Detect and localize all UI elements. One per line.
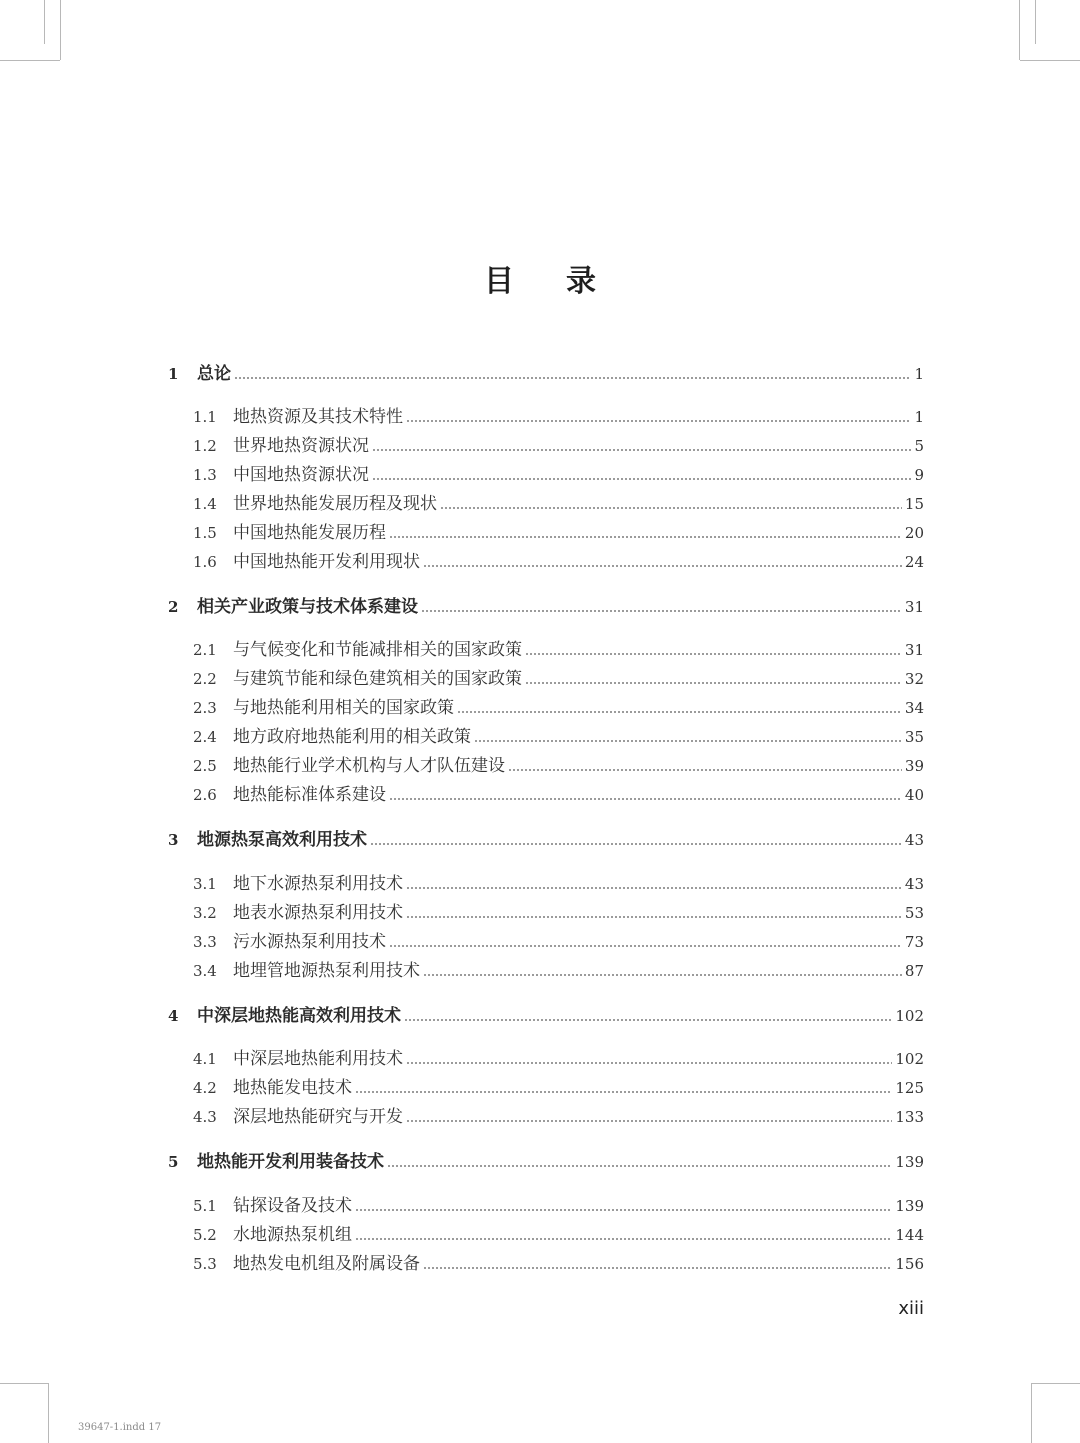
- page-number: 5: [914, 437, 924, 455]
- section-number: 4.2: [193, 1079, 217, 1097]
- leader-dots: [406, 1062, 892, 1064]
- crop-mark-top-right-v2: [1035, 0, 1036, 44]
- leader-dots: [457, 711, 902, 713]
- chapter-title: 地热能开发利用装备技术: [197, 1152, 384, 1172]
- leader-dots: [389, 798, 902, 800]
- chapter-number: 5: [168, 1153, 179, 1171]
- page-title-char-2: 录: [566, 264, 596, 299]
- page-number: 87: [904, 962, 924, 980]
- section-number: 2.6: [193, 786, 217, 804]
- leader-dots: [404, 1019, 892, 1021]
- section-title: 地下水源热泵利用技术: [233, 874, 403, 894]
- leader-dots: [508, 769, 902, 771]
- page-number: 1: [914, 365, 924, 383]
- chapter-number: 3: [168, 831, 179, 849]
- leader-dots: [387, 1165, 892, 1167]
- page-number: 1: [914, 408, 924, 426]
- leader-dots: [406, 887, 902, 889]
- toc-section-5-3[interactable]: [193, 1251, 924, 1277]
- crop-mark-bottom-left-v: [48, 1383, 49, 1443]
- section-title: 地热能行业学术机构与人才队伍建设: [233, 756, 505, 776]
- page-number: 24: [904, 553, 924, 571]
- toc-section-3-2[interactable]: [193, 900, 924, 926]
- page-number: 73: [904, 933, 924, 951]
- toc-section-3-4[interactable]: [193, 958, 924, 984]
- page-number: 139: [895, 1153, 924, 1171]
- toc-section-1-5[interactable]: [193, 520, 924, 546]
- section-number: 5.2: [193, 1226, 217, 1244]
- leader-dots: [372, 478, 911, 480]
- page-number: 139: [895, 1197, 924, 1215]
- section-title: 地埋管地源热泵利用技术: [233, 961, 420, 981]
- toc-chapter-3[interactable]: [168, 827, 924, 853]
- section-title: 中国地热能开发利用现状: [233, 552, 420, 572]
- leader-dots: [389, 945, 902, 947]
- toc-section-3-1[interactable]: [193, 871, 924, 897]
- page-number: 35: [904, 728, 924, 746]
- toc-section-1-3[interactable]: [193, 462, 924, 488]
- section-title: 深层地热能研究与开发: [233, 1107, 403, 1127]
- crop-mark-top-left-h: [0, 60, 60, 61]
- section-number: 4.3: [193, 1108, 217, 1126]
- section-title: 中国地热资源状况: [233, 465, 369, 485]
- section-title: 地热资源及其技术特性: [233, 407, 403, 427]
- leader-dots: [370, 843, 902, 845]
- leader-dots: [421, 610, 902, 612]
- section-number: 2.1: [193, 641, 217, 659]
- toc-section-2-6[interactable]: [193, 782, 924, 808]
- section-number: 5.1: [193, 1197, 217, 1215]
- section-title: 世界地热能发展历程及现状: [233, 494, 437, 514]
- toc-section-4-2[interactable]: [193, 1075, 924, 1101]
- page-number: 102: [895, 1007, 924, 1025]
- crop-mark-bottom-right-v: [1031, 1383, 1032, 1443]
- chapter-number: 2: [168, 598, 179, 616]
- chapter-title: 相关产业政策与技术体系建设: [197, 597, 418, 617]
- print-slug: 39647-1.indd 17: [78, 1422, 162, 1433]
- chapter-title: 地源热泵高效利用技术: [197, 830, 367, 850]
- page-number: 40: [904, 786, 924, 804]
- leader-dots: [525, 653, 902, 655]
- leader-dots: [474, 740, 902, 742]
- section-number: 4.1: [193, 1050, 217, 1068]
- leader-dots: [406, 420, 911, 422]
- section-number: 1.1: [193, 408, 217, 426]
- toc-section-2-5[interactable]: [193, 753, 924, 779]
- toc-section-2-4[interactable]: [193, 724, 924, 750]
- crop-mark-bottom-right-h: [1032, 1383, 1080, 1384]
- crop-mark-top-right-v: [1019, 0, 1020, 60]
- chapter-title: 总论: [197, 364, 231, 384]
- section-title: 地热能标准体系建设: [233, 785, 386, 805]
- folio-page-number: xiii: [898, 1298, 924, 1319]
- page-number: 31: [904, 641, 924, 659]
- toc-chapter-1[interactable]: [168, 361, 924, 387]
- crop-mark-top-left-v: [60, 0, 61, 60]
- chapter-number: 1: [168, 365, 179, 383]
- chapter-title: 中深层地热能高效利用技术: [197, 1006, 401, 1026]
- section-number: 1.3: [193, 466, 217, 484]
- crop-mark-bottom-left-h: [0, 1383, 48, 1384]
- leader-dots: [423, 974, 902, 976]
- section-number: 5.3: [193, 1255, 217, 1273]
- leader-dots: [372, 449, 911, 451]
- page-number: 9: [914, 466, 924, 484]
- section-title: 钻探设备及技术: [233, 1196, 352, 1216]
- page-number: 144: [895, 1226, 924, 1244]
- toc-section-2-1[interactable]: [193, 637, 924, 663]
- leader-dots: [423, 1267, 892, 1269]
- crop-mark-top-left-v2: [44, 0, 45, 44]
- toc-section-1-2[interactable]: [193, 433, 924, 459]
- section-title: 地热发电机组及附属设备: [233, 1254, 420, 1274]
- page-number: 53: [904, 904, 924, 922]
- leader-dots: [389, 536, 902, 538]
- crop-mark-top-right-h: [1020, 60, 1080, 61]
- section-number: 2.2: [193, 670, 217, 688]
- toc-section-2-2[interactable]: [193, 666, 924, 692]
- section-number: 2.4: [193, 728, 217, 746]
- leader-dots: [355, 1091, 892, 1093]
- leader-dots: [406, 916, 902, 918]
- page-number: 43: [904, 831, 924, 849]
- page-title-char-1: 目: [484, 264, 514, 299]
- section-title: 与气候变化和节能减排相关的国家政策: [233, 640, 522, 660]
- page-title: [0, 252, 1080, 304]
- section-title: 地表水源热泵利用技术: [233, 903, 403, 923]
- page-number: 125: [895, 1079, 924, 1097]
- chapter-number: 4: [168, 1007, 179, 1025]
- toc-section-5-2[interactable]: [193, 1222, 924, 1248]
- section-title: 地热能发电技术: [233, 1078, 352, 1098]
- leader-dots: [406, 1120, 892, 1122]
- toc-chapter-5[interactable]: [168, 1149, 924, 1175]
- leader-dots: [440, 507, 902, 509]
- toc-section-4-1[interactable]: [193, 1046, 924, 1072]
- toc-section-1-1[interactable]: [193, 404, 924, 430]
- leader-dots: [355, 1209, 892, 1211]
- section-title: 中深层地热能利用技术: [233, 1049, 403, 1069]
- toc-section-4-3[interactable]: [193, 1104, 924, 1130]
- page-number: 43: [904, 875, 924, 893]
- section-number: 3.2: [193, 904, 217, 922]
- section-title: 地方政府地热能利用的相关政策: [233, 727, 471, 747]
- page-number: 15: [904, 495, 924, 513]
- section-title: 与地热能利用相关的国家政策: [233, 698, 454, 718]
- section-number: 2.5: [193, 757, 217, 775]
- toc-section-2-3[interactable]: [193, 695, 924, 721]
- toc-section-3-3[interactable]: [193, 929, 924, 955]
- leader-dots: [525, 682, 902, 684]
- leader-dots: [423, 565, 902, 567]
- toc-chapter-2[interactable]: [168, 594, 924, 620]
- toc-section-1-4[interactable]: [193, 491, 924, 517]
- section-title: 与建筑节能和绿色建筑相关的国家政策: [233, 669, 522, 689]
- section-number: 1.2: [193, 437, 217, 455]
- section-title: 污水源热泵利用技术: [233, 932, 386, 952]
- leader-dots: [355, 1238, 892, 1240]
- section-title: 中国地热能发展历程: [233, 523, 386, 543]
- leader-dots: [234, 377, 911, 379]
- section-number: 1.5: [193, 524, 217, 542]
- page-number: 32: [904, 670, 924, 688]
- section-title: 水地源热泵机组: [233, 1225, 352, 1245]
- page-number: 31: [904, 598, 924, 616]
- section-number: 3.4: [193, 962, 217, 980]
- section-number: 3.1: [193, 875, 217, 893]
- page-number: 34: [904, 699, 924, 717]
- section-number: 1.6: [193, 553, 217, 571]
- toc-section-1-6[interactable]: [193, 549, 924, 575]
- toc-chapter-4[interactable]: [168, 1003, 924, 1029]
- page-number: 102: [895, 1050, 924, 1068]
- page-number: 39: [904, 757, 924, 775]
- section-number: 3.3: [193, 933, 217, 951]
- toc-section-5-1[interactable]: [193, 1193, 924, 1219]
- section-title: 世界地热资源状况: [233, 436, 369, 456]
- section-number: 2.3: [193, 699, 217, 717]
- page-number: 156: [895, 1255, 924, 1273]
- page-number: 133: [895, 1108, 924, 1126]
- section-number: 1.4: [193, 495, 217, 513]
- page-number: 20: [904, 524, 924, 542]
